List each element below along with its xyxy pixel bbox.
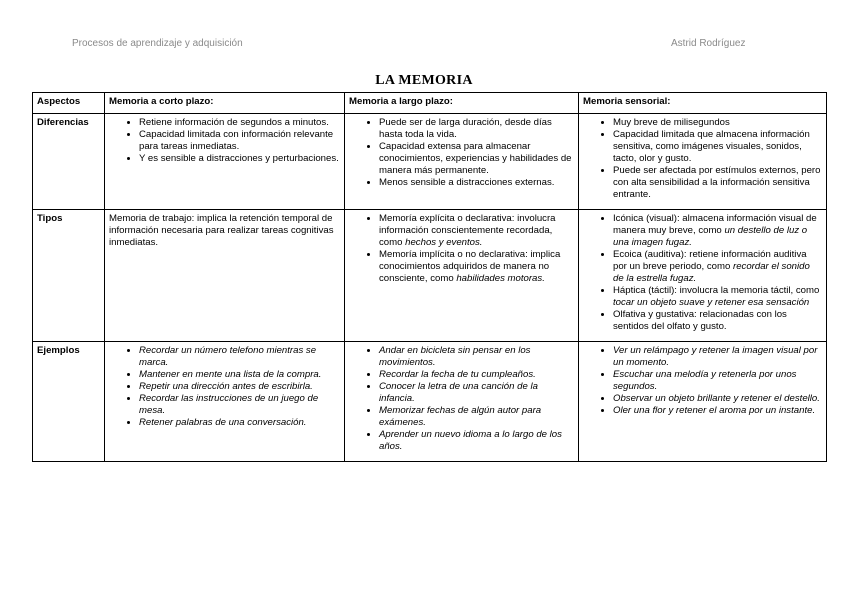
table-header-row [33, 93, 827, 114]
list-item: • Memorizar fechas de algún autor para exámenes. [379, 405, 574, 429]
cell-tipos-largo [345, 210, 579, 342]
list-item [613, 249, 822, 285]
page-title: LA MEMORIA [375, 73, 473, 88]
list-item [613, 285, 822, 309]
list-item: • Retener palabras de una conversación. [139, 417, 340, 429]
list-item: • Andar en bicicleta sin pensar en los movimientos. [379, 345, 574, 369]
table-row-diferencias [33, 114, 827, 210]
header-course: Procesos de aprendizaje y adquisición [72, 38, 243, 49]
cell-diferencias-corto [105, 114, 345, 210]
list-item: • Muy breve de milisegundos [613, 117, 822, 129]
list-item [379, 249, 574, 285]
list-item: • Observar un objeto brillante y retener el destello. [613, 393, 822, 405]
item-text: Icónica (visual): almacena información visual de manera muy breve, como [613, 213, 817, 236]
col-header-corto: Memoria a corto plazo: [105, 93, 345, 114]
list-item: • Capacidad extensa para almacenar conocimientos, experiencias y habilidades de manera más permanente. [379, 141, 574, 177]
list-item [613, 213, 822, 249]
item-text: Memoría explícita o declarativa: involucra información conscientemente recordada, como [379, 213, 556, 248]
item-emphasis: hechos y eventos. [405, 237, 483, 248]
cell-diferencias-sensorial [579, 114, 827, 210]
col-header-aspectos: Aspectos [33, 93, 105, 114]
item-emphasis: habilidades motoras. [456, 273, 545, 284]
list-item: • Ver un relámpago y retener la imagen visual por un momento. [613, 345, 822, 369]
list-item: • Puede ser de larga duración, desde días hasta toda la vida. [379, 117, 574, 141]
list-item [379, 213, 574, 249]
table-row-tipos [33, 210, 827, 342]
cell-tipos-sensorial [579, 210, 827, 342]
list-item: • Olfativa y gustativa: relacionadas con los sentidos del olfato y gusto. [613, 309, 822, 333]
list-item: • Recordar un número telefono mientras se marca. [139, 345, 340, 369]
item-emphasis: un destello de luz o una imagen fugaz. [613, 225, 808, 248]
row-label-ejemplos: Ejemplos [33, 342, 105, 462]
col-header-sensorial: Memoria sensorial: [579, 93, 827, 114]
list-item: • Aprender un nuevo idioma a lo largo de los años. [379, 429, 574, 453]
cell-diferencias-largo [345, 114, 579, 210]
row-label-tipos: Tipos [33, 210, 105, 342]
list-item: • Capacidad limitada con información relevante para tareas inmediatas. [139, 129, 340, 153]
cell-ejemplos-largo [345, 342, 579, 462]
list-item: • Mantener en mente una lista de la compra. [139, 369, 340, 381]
memory-table [32, 92, 827, 462]
list-item: • Capacidad limitada que almacena información sensitiva, como imágenes visuales, sonidos, tacto, olor y gusto. [613, 129, 822, 165]
row-label-diferencias: Diferencias [33, 114, 105, 210]
item-emphasis: tocar un objeto suave y retener esa sensación [613, 297, 810, 308]
list-item: • Puede ser afectada por estímulos externos, pero con alta sensibilidad a la información sensitiva entrante. [613, 165, 822, 201]
item-text: Háptica (táctil): involucra la memoria táctil, como [613, 285, 820, 296]
cell-tipos-corto: Memoria de trabajo: implica la retención temporal de información necesaria para realizar tareas cognitivas inmediatas. [105, 210, 345, 342]
cell-ejemplos-sensorial [579, 342, 827, 462]
cell-ejemplos-corto [105, 342, 345, 462]
list-item: • Escuchar una melodía y retenerla por unos segundos. [613, 369, 822, 393]
item-text: Ecoica (auditiva): retiene información auditiva por un breve periodo, como [613, 249, 807, 272]
list-item: • Recordar las instrucciones de un juego de mesa. [139, 393, 340, 417]
list-item: • Conocer la letra de una canción de la infancia. [379, 381, 574, 405]
header-author: Astrid Rodríguez [671, 38, 746, 49]
list-item: • Repetir una dirección antes de escribirla. [139, 381, 340, 393]
list-item: • Retiene información de segundos a minutos. [139, 117, 340, 129]
item-text: Memoría implícita o no declarativa: implica conocimientos adquiridos de manera no consciente, como [379, 249, 561, 284]
list-item: • Y es sensible a distracciones y perturbaciones. [139, 153, 340, 165]
item-emphasis: recordar el sonido de la estrella fugaz. [613, 261, 810, 284]
table-row-ejemplos [33, 342, 827, 462]
list-item: • Recordar la fecha de tu cumpleaños. [379, 369, 574, 381]
list-item: • Oler una flor y retener el aroma por un instante. [613, 405, 822, 417]
list-item: • Menos sensible a distracciones externas. [379, 177, 574, 189]
col-header-largo: Memoria a largo plazo: [345, 93, 579, 114]
